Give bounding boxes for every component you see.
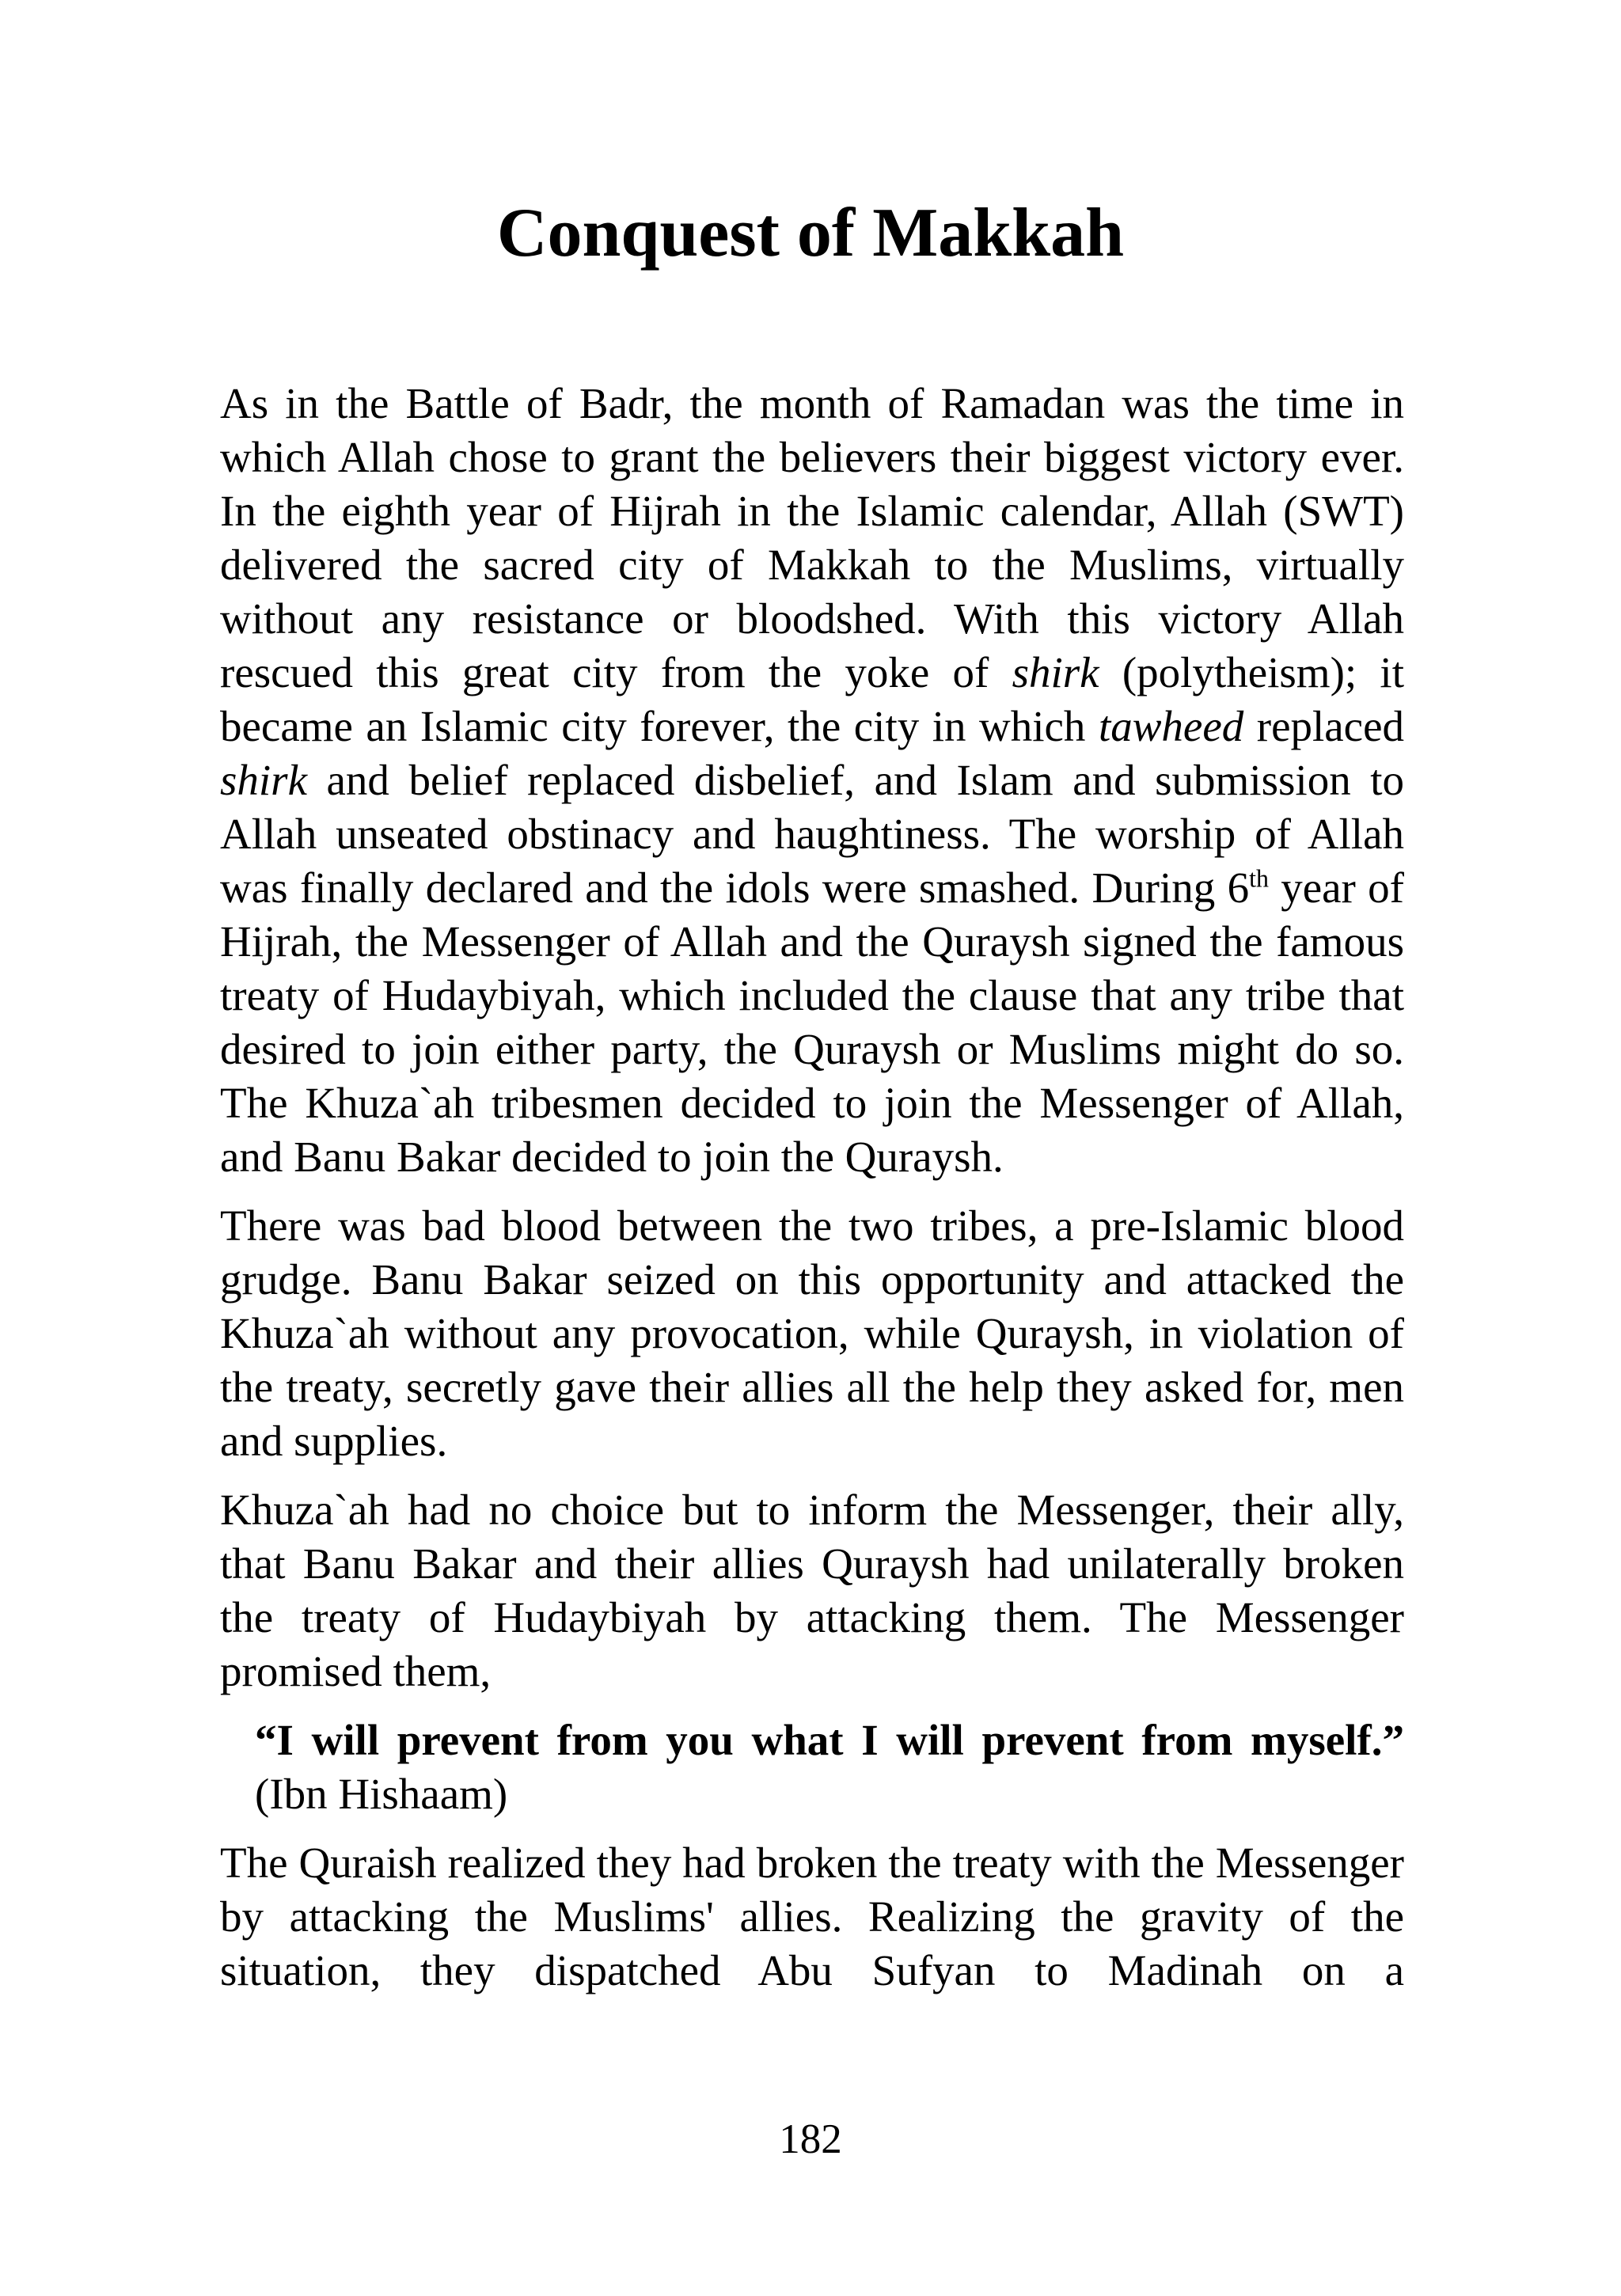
paragraph-1-text-d: and belief replaced disbelief, and Islam and submission to Allah unseated obstinacy and haughtiness. The worship of Allah was finally declared and the idols were smashed. During 6 xyxy=(220,756,1404,912)
quote-source: (Ibn Hishaam) xyxy=(255,1770,508,1818)
hadith-quote xyxy=(255,1713,1404,1821)
italic-term-shirk-2: shirk xyxy=(220,756,307,804)
ordinal-suffix: th xyxy=(1249,864,1269,893)
chapter-title: Conquest of Makkah xyxy=(496,195,1125,271)
page-number: 182 xyxy=(779,2116,842,2162)
paragraph-3: Khuza`ah had no choice but to inform the Messenger, their ally, that Banu Bakar and their allies Quraysh had unilaterally broken the treaty of Hudaybiyah by attacking them. The Messenger promised them, xyxy=(220,1486,1404,1695)
paragraph-2: There was bad blood between the two tribes, a pre-Islamic blood grudge. Banu Bakar seized on this opportunity and attacked the Khuza`ah without any provocation, while Quraysh, in violation of the treaty, secretly gave their allies all the help they asked for, men and supplies. xyxy=(220,1201,1404,1465)
chapter-body xyxy=(220,377,1404,2013)
paragraph-1-text-b: (polytheism); it became an Islamic city forever, the city in which xyxy=(220,648,1404,750)
italic-term-tawheed: tawheed xyxy=(1098,702,1244,750)
paragraph-1-text-e: year of Hijrah, the Messenger of Allah and the Quraysh signed the famous treaty of Hudaybiyah, which included the clause that any tribe that desired to join either party, the Quraysh or Muslims might do so. The Khuza`ah tribesmen decided to join the Messenger of Allah, and Banu Bakar decided to join the Quraysh. xyxy=(220,863,1404,1181)
paragraph-4: The Quraish realized they had broken the treaty with the Messenger by attacking the Muslims' allies. Realizing the gravity of the situation, they dispatched Abu Sufyan to Madinah on a xyxy=(220,1839,1404,1994)
italic-term-shirk: shirk xyxy=(1012,648,1099,696)
quote-text: “I will prevent from you what I will prevent from myself.” xyxy=(255,1716,1404,1764)
paragraph-1-text-a: As in the Battle of Badr, the month of Ramadan was the time in which Allah chose to grant the believers their biggest victory ever. In the eighth year of Hijrah in the Islamic calendar, Allah (SWT) delivered the sacred city of Makkah to the Muslims, virtually without any resistance or bloodshed. With this victory Allah rescued this great city from the yoke of xyxy=(220,379,1404,696)
paragraph-1-text-c: replaced xyxy=(1243,702,1405,750)
paragraph-1 xyxy=(220,377,1404,1184)
